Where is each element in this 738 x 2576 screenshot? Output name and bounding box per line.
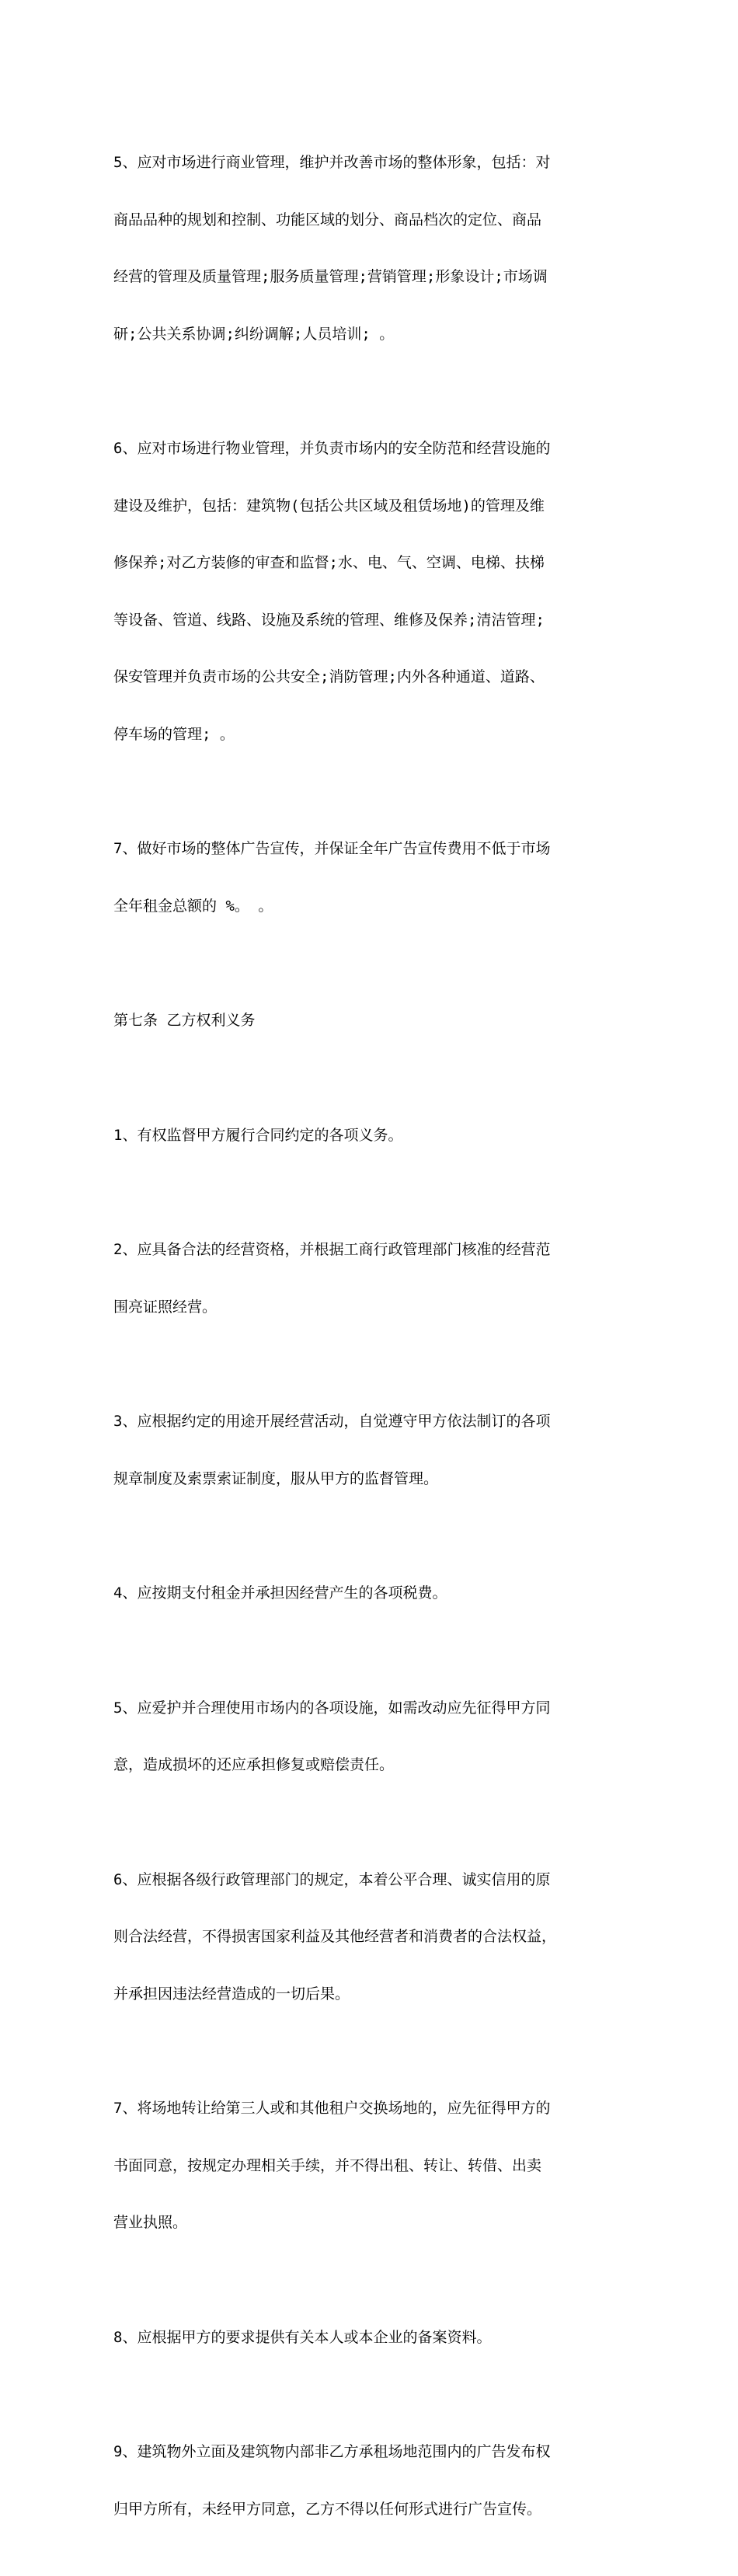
clause-paragraph xyxy=(113,1202,632,1354)
text-line: 经营的管理及质量管理;服务质量管理;营销管理;形象设计;市场调 xyxy=(113,268,548,285)
clause-paragraph xyxy=(113,801,632,953)
clause-paragraph xyxy=(113,1661,632,1813)
text-line: 围亮证照经营。 xyxy=(113,1298,218,1316)
text-line: 意，造成损坏的还应承担修复或赔偿责任。 xyxy=(113,1756,395,1773)
text-line: 书面同意，按规定办理相关手续，并不得出租、转让、转借、出卖 xyxy=(113,2156,542,2174)
text-line: 8、应根据甲方的要求提供有关本人或本企业的备案资料。 xyxy=(113,2328,492,2346)
clause-paragraph xyxy=(113,1832,632,2042)
text-line: 研;公共关系协调;纠纷调解;人员培训; 。 xyxy=(113,325,395,343)
text-line: 规章制度及索票索证制度，服从甲方的监督管理。 xyxy=(113,1469,439,1487)
clause-paragraph xyxy=(113,115,632,382)
text-line: 则合法经营，不得损害国家利益及其他经营者和消费者的合法权益， xyxy=(113,1928,557,1945)
text-line: 商品品种的规划和控制、功能区域的划分、商品档次的定位、商品 xyxy=(113,211,542,228)
text-line: 9、建筑物外立面及建筑物内部非乙方承租场地范围内的广告发布权 xyxy=(113,2443,551,2460)
section-heading xyxy=(113,973,632,1068)
clause-paragraph xyxy=(113,1546,632,1641)
text-line: 停车场的管理; 。 xyxy=(113,725,235,743)
text-line: 2、应具备合法的经营资格，并根据工商行政管理部门核准的经营范 xyxy=(113,1241,551,1258)
text-line: 建设及维护，包括：建筑物(包括公共区域及租赁场地)的管理及维 xyxy=(113,497,545,514)
text-line: 6、应对市场进行物业管理，并负责市场内的安全防范和经营设施的 xyxy=(113,440,551,457)
text-line: 全年租金总额的 %。 。 xyxy=(113,897,273,915)
text-line: 保安管理并负责市场的公共安全;消防管理;内外各种通道、道路、 xyxy=(113,668,545,685)
text-line: 7、做好市场的整体广告宣传，并保证全年广告宣传费用不低于市场 xyxy=(113,840,551,857)
clause-paragraph xyxy=(113,2061,632,2271)
heading-text: 第七条 乙方权利义务 xyxy=(113,1012,256,1029)
clause-paragraph xyxy=(113,2404,632,2557)
text-line: 等设备、管道、线路、设施及系统的管理、维修及保养;清洁管理; xyxy=(113,611,545,629)
text-line: 7、将场地转让给第三人或和其他租户交换场地的，应先征得甲方的 xyxy=(113,2100,551,2117)
clause-paragraph xyxy=(113,2290,632,2386)
clause-paragraph xyxy=(113,401,632,782)
text-line: 4、应按期支付租金并承担因经营产生的各项税费。 xyxy=(113,1584,447,1602)
clause-paragraph xyxy=(113,1374,632,1526)
text-line: 修保养;对乙方装修的审查和监督;水、电、气、空调、电梯、扶梯 xyxy=(113,554,545,571)
text-line: 5、应对市场进行商业管理，维护并改善市场的整体形象，包括：对 xyxy=(113,154,551,171)
text-line: 并承担因违法经营造成的一切后果。 xyxy=(113,1985,350,2003)
text-line: 1、有权监督甲方履行合同约定的各项义务。 xyxy=(113,1126,403,1144)
text-line: 营业执照。 xyxy=(113,2214,188,2231)
text-line: 5、应爱护并合理使用市场内的各项设施，如需改动应先征得甲方同 xyxy=(113,1699,551,1717)
text-line: 3、应根据约定的用途开展经营活动，自觉遵守甲方依法制订的各项 xyxy=(113,1413,551,1430)
clause-paragraph xyxy=(113,1088,632,1183)
text-line: 归甲方所有，未经甲方同意，乙方不得以任何形式进行广告宣传。 xyxy=(113,2500,542,2518)
text-line: 6、应根据各级行政管理部门的规定，本着公平合理、诚实信用的原 xyxy=(113,1870,551,1888)
document-page xyxy=(113,115,632,2576)
